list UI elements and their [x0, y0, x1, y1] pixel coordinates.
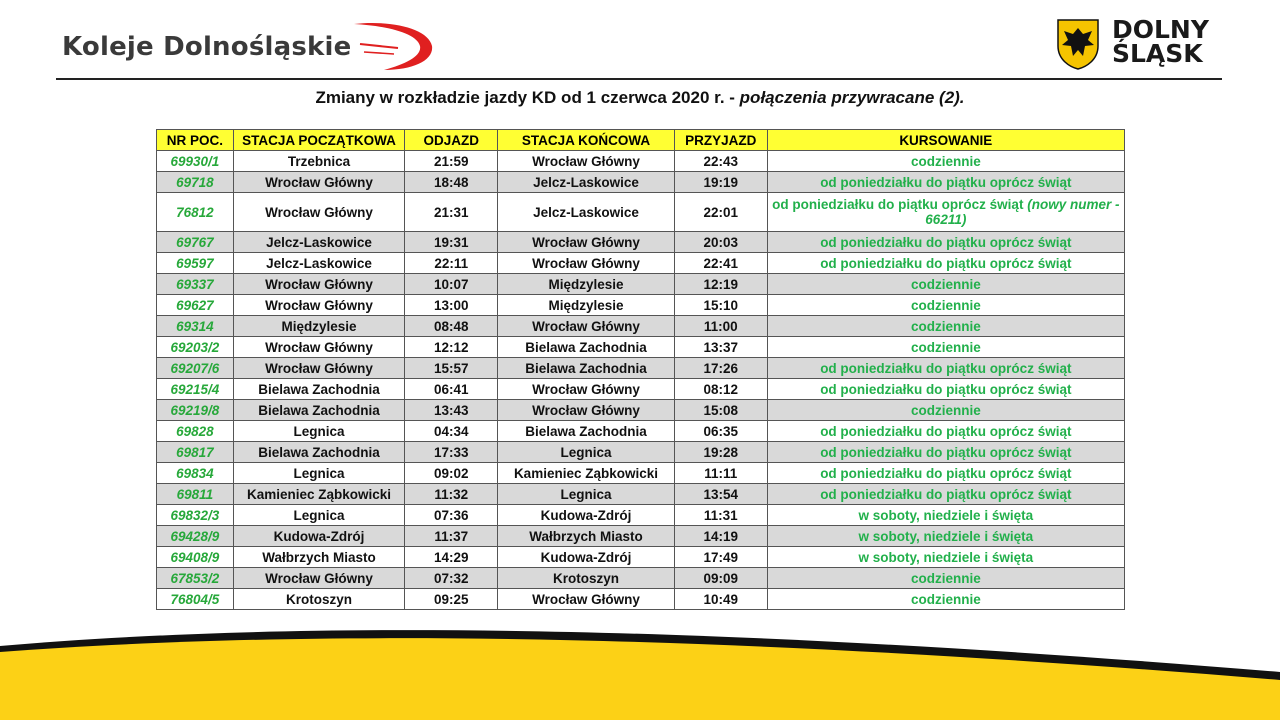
cell-start-station: Wrocław Główny — [233, 568, 405, 589]
cell-train-number: 69207/6 — [157, 358, 234, 379]
table-row — [157, 547, 1125, 568]
cell-start-station: Krotoszyn — [233, 589, 405, 610]
cell-end-station: Legnica — [498, 442, 675, 463]
table-row — [157, 505, 1125, 526]
cell-departure: 13:00 — [405, 295, 498, 316]
cell-train-number: 69718 — [157, 172, 234, 193]
cell-end-station: Jelcz-Laskowice — [498, 193, 675, 232]
table-row — [157, 484, 1125, 505]
footer-wave — [0, 620, 1280, 720]
cell-train-number: 69930/1 — [157, 151, 234, 172]
cell-end-station: Wrocław Główny — [498, 400, 675, 421]
cell-end-station: Bielawa Zachodnia — [498, 337, 675, 358]
cell-departure: 14:29 — [405, 547, 498, 568]
table-row — [157, 358, 1125, 379]
cell-arrival: 22:01 — [674, 193, 767, 232]
cell-departure: 10:07 — [405, 274, 498, 295]
schedule-text: od poniedziałku do piątku oprócz świąt — [820, 360, 1072, 376]
cell-arrival: 12:19 — [674, 274, 767, 295]
cell-train-number: 69597 — [157, 253, 234, 274]
schedule-text: w soboty, niedziele i święta — [858, 528, 1034, 544]
cell-departure: 08:48 — [405, 316, 498, 337]
cell-schedule — [767, 358, 1124, 379]
cell-arrival: 13:37 — [674, 337, 767, 358]
schedule-text: codziennie — [910, 318, 981, 334]
cell-arrival: 22:41 — [674, 253, 767, 274]
cell-arrival: 15:10 — [674, 295, 767, 316]
cell-departure: 18:48 — [405, 172, 498, 193]
header-end-station: STACJA KOŃCOWA — [498, 130, 675, 151]
cell-schedule — [767, 442, 1124, 463]
cell-schedule — [767, 379, 1124, 400]
cell-arrival: 10:49 — [674, 589, 767, 610]
cell-end-station: Międzylesie — [498, 274, 675, 295]
table-header-row — [157, 130, 1125, 151]
cell-train-number: 69428/9 — [157, 526, 234, 547]
schedule-text: codziennie — [910, 276, 981, 292]
cell-start-station: Kudowa-Zdrój — [233, 526, 405, 547]
cell-end-station: Krotoszyn — [498, 568, 675, 589]
table-row — [157, 379, 1125, 400]
schedule-text: od poniedziałku do piątku oprócz świąt — [820, 234, 1072, 250]
header-nr: NR POC. — [157, 130, 234, 151]
cell-start-station: Międzylesie — [233, 316, 405, 337]
cell-departure: 06:41 — [405, 379, 498, 400]
cell-train-number: 67853/2 — [157, 568, 234, 589]
cell-end-station: Jelcz-Laskowice — [498, 172, 675, 193]
table-row — [157, 193, 1125, 232]
cell-start-station: Trzebnica — [233, 151, 405, 172]
table-row — [157, 526, 1125, 547]
cell-schedule — [767, 337, 1124, 358]
cell-schedule — [767, 589, 1124, 610]
cell-schedule — [767, 253, 1124, 274]
cell-end-station: Wrocław Główny — [498, 232, 675, 253]
cell-train-number: 69828 — [157, 421, 234, 442]
schedule-text: od poniedziałku do piątku oprócz świąt — [772, 197, 1024, 212]
cell-end-station: Kudowa-Zdrój — [498, 505, 675, 526]
cell-end-station: Bielawa Zachodnia — [498, 358, 675, 379]
cell-departure: 17:33 — [405, 442, 498, 463]
cell-train-number: 69811 — [157, 484, 234, 505]
cell-arrival: 14:19 — [674, 526, 767, 547]
cell-end-station: Wrocław Główny — [498, 253, 675, 274]
schedule-text: od poniedziałku do piątku oprócz świąt — [820, 465, 1072, 481]
schedule-text: codziennie — [910, 402, 981, 418]
schedule-text: codziennie — [910, 570, 981, 586]
cell-train-number: 69817 — [157, 442, 234, 463]
cell-departure: 13:43 — [405, 400, 498, 421]
cell-arrival: 22:43 — [674, 151, 767, 172]
cell-arrival: 19:19 — [674, 172, 767, 193]
cell-start-station: Wrocław Główny — [233, 274, 405, 295]
cell-arrival: 19:28 — [674, 442, 767, 463]
table-row — [157, 151, 1125, 172]
cell-arrival: 17:49 — [674, 547, 767, 568]
cell-end-station: Wrocław Główny — [498, 316, 675, 337]
schedule-text: w soboty, niedziele i święta — [858, 549, 1034, 565]
brand-name: Koleje Dolnośląskie — [62, 32, 352, 62]
table-row — [157, 316, 1125, 337]
cell-train-number: 69627 — [157, 295, 234, 316]
schedule-text: od poniedziałku do piątku oprócz świąt — [820, 444, 1072, 460]
cell-schedule — [767, 568, 1124, 589]
cell-departure: 19:31 — [405, 232, 498, 253]
cell-train-number: 76812 — [157, 193, 234, 232]
cell-arrival: 11:11 — [674, 463, 767, 484]
cell-departure: 07:36 — [405, 505, 498, 526]
cell-end-station: Wrocław Główny — [498, 379, 675, 400]
cell-arrival: 09:09 — [674, 568, 767, 589]
cell-schedule — [767, 484, 1124, 505]
swoosh-icon — [350, 18, 436, 74]
cell-start-station: Bielawa Zachodnia — [233, 379, 405, 400]
cell-arrival: 11:00 — [674, 316, 767, 337]
cell-arrival: 20:03 — [674, 232, 767, 253]
cell-arrival: 06:35 — [674, 421, 767, 442]
cell-schedule — [767, 193, 1124, 232]
cell-arrival: 13:54 — [674, 484, 767, 505]
cell-departure: 07:32 — [405, 568, 498, 589]
schedule-text: codziennie — [910, 153, 981, 169]
cell-start-station: Wałbrzych Miasto — [233, 547, 405, 568]
cell-start-station: Legnica — [233, 505, 405, 526]
cell-train-number: 69832/3 — [157, 505, 234, 526]
cell-departure: 21:59 — [405, 151, 498, 172]
schedule-text: codziennie — [910, 339, 981, 355]
cell-start-station: Kamieniec Ząbkowicki — [233, 484, 405, 505]
cell-arrival: 15:08 — [674, 400, 767, 421]
cell-start-station: Bielawa Zachodnia — [233, 442, 405, 463]
table-row — [157, 568, 1125, 589]
cell-end-station: Wałbrzych Miasto — [498, 526, 675, 547]
cell-schedule — [767, 547, 1124, 568]
cell-schedule — [767, 526, 1124, 547]
cell-start-station: Legnica — [233, 421, 405, 442]
cell-start-station: Jelcz-Laskowice — [233, 232, 405, 253]
cell-departure: 21:31 — [405, 193, 498, 232]
cell-end-station: Bielawa Zachodnia — [498, 421, 675, 442]
cell-schedule — [767, 172, 1124, 193]
cell-start-station: Legnica — [233, 463, 405, 484]
table-row — [157, 253, 1125, 274]
cell-train-number: 69767 — [157, 232, 234, 253]
cell-end-station: Wrocław Główny — [498, 151, 675, 172]
header-divider — [56, 78, 1222, 80]
cell-end-station: Wrocław Główny — [498, 589, 675, 610]
schedule-text: od poniedziałku do piątku oprócz świąt — [820, 174, 1072, 190]
cell-train-number: 69219/8 — [157, 400, 234, 421]
region-line-1: DOLNY — [1112, 15, 1209, 44]
cell-schedule — [767, 232, 1124, 253]
cell-schedule — [767, 505, 1124, 526]
cell-departure: 09:02 — [405, 463, 498, 484]
cell-start-station: Bielawa Zachodnia — [233, 400, 405, 421]
region-name — [1112, 15, 1209, 68]
cell-departure: 04:34 — [405, 421, 498, 442]
schedule-text: od poniedziałku do piątku oprócz świąt — [820, 423, 1072, 439]
schedule-text: codziennie — [910, 591, 981, 607]
table-row — [157, 295, 1125, 316]
cell-start-station: Wrocław Główny — [233, 337, 405, 358]
header-schedule: KURSOWANIE — [767, 130, 1124, 151]
title-italic: połączenia przywracane (2). — [739, 88, 965, 107]
page-title — [0, 88, 1280, 108]
table-row — [157, 421, 1125, 442]
cell-schedule — [767, 274, 1124, 295]
cell-start-station: Jelcz-Laskowice — [233, 253, 405, 274]
timetable — [156, 129, 1125, 610]
header-departure: ODJAZD — [405, 130, 498, 151]
schedule-text: w soboty, niedziele i święta — [858, 507, 1034, 523]
cell-train-number: 69337 — [157, 274, 234, 295]
cell-departure: 22:11 — [405, 253, 498, 274]
cell-departure: 11:37 — [405, 526, 498, 547]
header-arrival: PRZYJAZD — [674, 130, 767, 151]
title-main: Zmiany w rozkładzie jazdy KD od 1 czerwca 2020 r. - — [315, 88, 740, 107]
cell-end-station: Legnica — [498, 484, 675, 505]
table-row — [157, 274, 1125, 295]
cell-departure: 11:32 — [405, 484, 498, 505]
cell-start-station: Wrocław Główny — [233, 295, 405, 316]
cell-schedule — [767, 316, 1124, 337]
cell-schedule — [767, 421, 1124, 442]
cell-train-number: 69203/2 — [157, 337, 234, 358]
schedule-text: od poniedziałku do piątku oprócz świąt — [820, 486, 1072, 502]
cell-arrival: 17:26 — [674, 358, 767, 379]
table-row — [157, 463, 1125, 484]
table-row — [157, 400, 1125, 421]
region-line-2: ŚLĄSK — [1112, 39, 1203, 68]
cell-schedule — [767, 463, 1124, 484]
cell-train-number: 69408/9 — [157, 547, 234, 568]
table-body — [157, 151, 1125, 610]
cell-start-station: Wrocław Główny — [233, 193, 405, 232]
cell-departure: 12:12 — [405, 337, 498, 358]
schedule-note: (nowy numer - 66211) — [925, 197, 1120, 227]
table-row — [157, 337, 1125, 358]
schedule-text: od poniedziałku do piątku oprócz świąt — [820, 255, 1072, 271]
cell-train-number: 69834 — [157, 463, 234, 484]
cell-end-station: Międzylesie — [498, 295, 675, 316]
cell-arrival: 08:12 — [674, 379, 767, 400]
cell-end-station: Kamieniec Ząbkowicki — [498, 463, 675, 484]
eagle-crest-icon — [1056, 18, 1100, 70]
cell-end-station: Kudowa-Zdrój — [498, 547, 675, 568]
table-row — [157, 442, 1125, 463]
cell-departure: 09:25 — [405, 589, 498, 610]
table-row — [157, 232, 1125, 253]
schedule-text: od poniedziałku do piątku oprócz świąt — [820, 381, 1072, 397]
cell-start-station: Wrocław Główny — [233, 172, 405, 193]
cell-departure: 15:57 — [405, 358, 498, 379]
cell-train-number: 69215/4 — [157, 379, 234, 400]
table-row — [157, 589, 1125, 610]
schedule-text: codziennie — [910, 297, 981, 313]
cell-schedule — [767, 400, 1124, 421]
cell-start-station: Wrocław Główny — [233, 358, 405, 379]
cell-schedule — [767, 295, 1124, 316]
cell-arrival: 11:31 — [674, 505, 767, 526]
table-row — [157, 172, 1125, 193]
cell-train-number: 76804/5 — [157, 589, 234, 610]
cell-schedule — [767, 151, 1124, 172]
cell-train-number: 69314 — [157, 316, 234, 337]
header-start-station: STACJA POCZĄTKOWA — [233, 130, 405, 151]
